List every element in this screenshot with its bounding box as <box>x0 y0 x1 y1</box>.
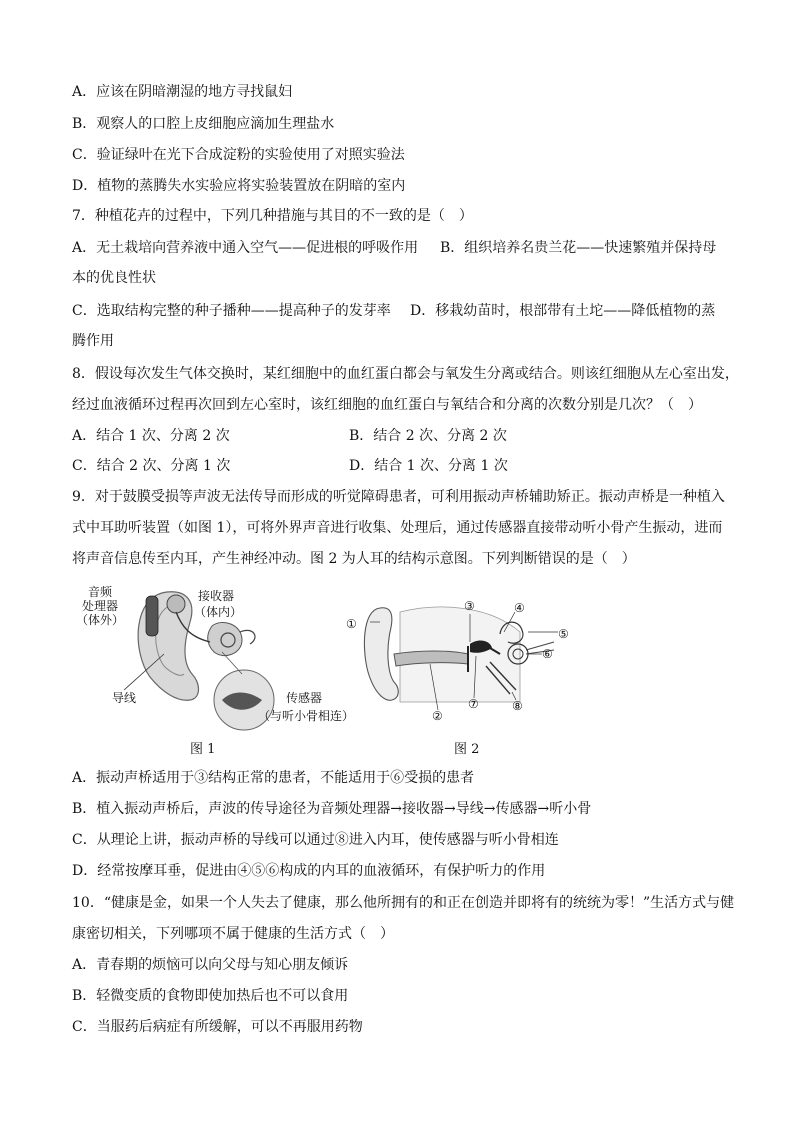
fig2-label-8: ⑧ <box>512 699 523 713</box>
q10-stem-line2: 康密切相关，下列哪项不属于健康的生活方式（ ） <box>72 926 394 942</box>
q10-stem-line1: 10．“健康是金，如果一个人失去了健康，那么他所拥有的和正在创造并即将有的统统为零！”生活方式与健 <box>72 895 735 911</box>
q8-stem-line1: 8．假设每次发生气体交换时，某红细胞中的血红蛋白都会与氧发生分离或结合。则该红细胞从左心室出发， <box>72 366 739 382</box>
q9-option-c: C．从理论上讲，振动声桥的导线可以通过⑧进入内耳，使传感器与听小骨相连 <box>72 832 559 848</box>
q6-option-d: D．植物的蒸腾失水实验应将实验装置放在阴暗的室内 <box>72 178 406 194</box>
figure-1-soundbridge-diagram <box>72 582 372 742</box>
q7-option-d: D．移栽幼苗时，根部带有土坨——降低植物的蒸 <box>410 303 716 319</box>
q8-option-a: A．结合 1 次、分离 2 次 <box>72 428 230 444</box>
fig1-label-processor-line2: 处理器 <box>82 599 119 613</box>
q7-option-b-cont: 本的优良性状 <box>72 270 156 286</box>
fig2-label-2: ② <box>432 709 443 722</box>
fig2-label-5: ⑤ <box>558 627 569 641</box>
q8-option-d: D．结合 1 次、分离 1 次 <box>349 458 508 474</box>
fig2-label-6: ⑥ <box>542 647 553 661</box>
q6-option-c: C．验证绿叶在光下合成淀粉的实验使用了对照实验法 <box>72 147 405 163</box>
q7-option-a: A．无土栽培向营养液中通入空气——促进根的呼吸作用 <box>72 240 419 256</box>
q6-option-a: A．应该在阴暗潮湿的地方寻找鼠妇 <box>72 84 293 100</box>
q10-option-a: A．青春期的烦恼可以向父母与知心朋友倾诉 <box>72 957 349 973</box>
fig1-label-wire: 导线 <box>112 691 137 705</box>
fig1-label-receiver-line2: （体内） <box>194 605 243 619</box>
q9-stem-line3: 将声音信息传至内耳，产生神经冲动。图 2 为人耳的结构示意图。下列判断错误的是（ ） <box>72 551 636 567</box>
fig2-label-4: ④ <box>514 601 525 615</box>
fig1-caption: 图 1 <box>190 742 216 757</box>
q9-stem-line1: 9．对于鼓膜受损等声波无法传导而形成的听觉障碍患者，可利用振动声桥辅助矫正。振动声桥是一种植入 <box>72 489 725 505</box>
fig2-label-1: ① <box>346 617 357 631</box>
fig2-label-7: ⑦ <box>468 697 479 711</box>
q8-stem-line2: 经过血液循环过程再次回到左心室时，该红细胞的血红蛋白与氧结合和分离的次数分别是几次？（ ） <box>72 397 702 413</box>
q10-option-b: B．轻微变质的食物即使加热后也不可以食用 <box>72 988 349 1004</box>
q9-stem-line2: 式中耳助听装置（如图 1），可将外界声音进行收集、处理后，通过传感器直接带动听小骨产生振动，进而 <box>72 520 723 536</box>
fig1-label-receiver-line1: 接收器 <box>198 589 235 603</box>
q8-option-c: C．结合 2 次、分离 1 次 <box>72 458 231 474</box>
fig1-label-sensor-line2: （与听小骨相连） <box>258 709 355 723</box>
q9-option-a: A．振动声桥适用于③结构正常的患者，不能适用于⑥受损的患者 <box>72 770 475 786</box>
q8-option-b: B．结合 2 次、分离 2 次 <box>349 428 507 444</box>
fig1-label-processor-line1: 音频 <box>88 585 113 599</box>
q9-option-b: B．植入振动声桥后，声波的传导途径为音频处理器→接收器→导线→传感器→听小骨 <box>72 801 592 817</box>
figure-2-ear-structure-diagram <box>340 592 590 722</box>
fig1-label-sensor-line1: 传感器 <box>286 691 323 705</box>
fig2-caption: 图 2 <box>454 742 480 757</box>
q6-option-b: B．观察人的口腔上皮细胞应滴加生理盐水 <box>72 116 335 132</box>
q10-option-c: C．当服药后病症有所缓解，可以不再服用药物 <box>72 1019 363 1035</box>
fig1-label-processor-line3: （体外） <box>76 613 125 627</box>
fig2-label-3: ③ <box>464 599 475 613</box>
q7-option-d-cont: 腾作用 <box>72 333 114 349</box>
q7-option-b: B．组织培养名贵兰花——快速繁殖并保持母 <box>440 240 717 256</box>
q7-option-c: C．选取结构完整的种子播种——提高种子的发芽率 <box>72 303 391 319</box>
q7-stem: 7．种植花卉的过程中，下列几种措施与其目的不一致的是（ ） <box>72 208 473 224</box>
q9-option-d: D．经常按摩耳垂，促进由④⑤⑥构成的内耳的血液循环，有保护听力的作用 <box>72 863 546 879</box>
